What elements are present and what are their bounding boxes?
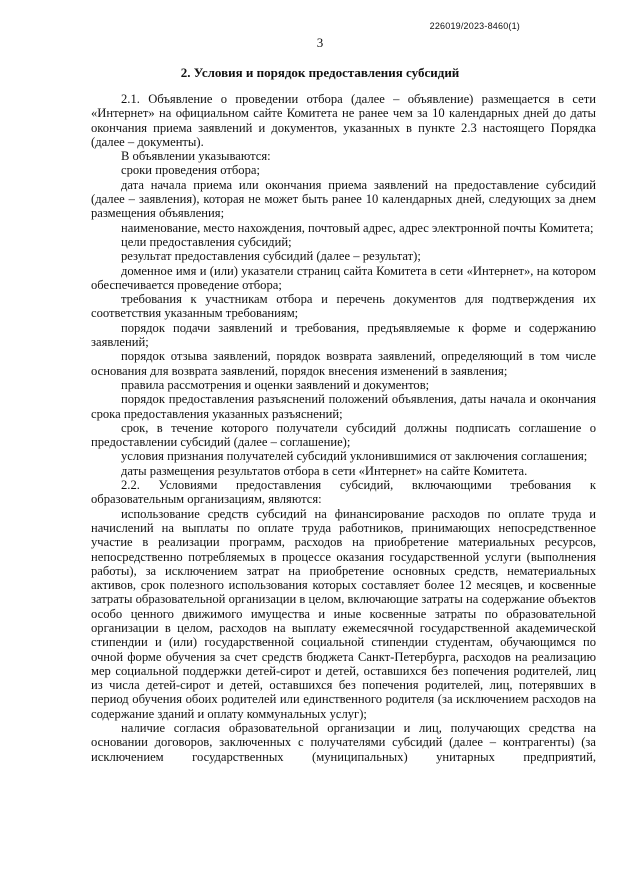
- paragraph-announcement-intro: В объявлении указываются:: [121, 149, 271, 164]
- paragraph-funds-usage: использование средств субсидий на финансирование расходов по оплате труда и начислений на выплаты по оплате труда работников, принимающих непосредственное участие в реализации программ, расходов на приобретение материальных ресурсов, непосредственно потребляемых в процессе оказания государственной услуги (выполнения работы), за исключением затрат на приобретение основных средств, нематериальных активов, срок полезного использования которых составляет более 12 месяцев, и косвенные затраты образовательной организации в целом, включающие затраты на содержание объектов особо ценного движимого имущества и иные косвенные затраты по образовательной организации в целом, расходов на выплату ежемесячной государственной академической стипендии и (или) государственной социальной стипендии студентам, обучающимся по очной форме обучения за счет средств бюджета Санкт-Петербурга, расходов на реализацию мер социальной поддержки детей-сирот и детей, оставшихся без попечения родителей, лиц из числа детей-сирот и детей, оставшихся без попечения родителей, лиц, потерявших в период обучения обоих родителей или единственного родителя (за исключением расходов на содержание зданий и оплату коммунальных услуг);: [91, 506, 596, 721]
- paragraph-results-publication: даты размещения результатов отбора в сети «Интернет» на сайте Комитета.: [121, 463, 528, 478]
- paragraph-evaluation-rules: правила рассмотрения и оценки заявлений и документов;: [121, 377, 430, 392]
- document-body: [91, 92, 596, 764]
- paragraph-withdrawal-procedure: порядок отзыва заявлений, порядок возврата заявлений, определяющий в том числе основания для возврата заявлений, порядок внесения изменений в заявления;: [91, 349, 596, 378]
- paragraph-subsidy-result: результат предоставления субсидий (далее – результат);: [121, 249, 421, 264]
- paragraph-application-procedure: порядок подачи заявлений и требования, предъявляемые к форме и содержанию заявлений;: [91, 320, 596, 350]
- page-number: 3: [316, 35, 324, 50]
- paragraph-2-2: 2.2. Условиями предоставления субсидий, включающими требования к образовательным организациям, являются:: [91, 478, 596, 507]
- paragraph-application-dates: дата начала приема или окончания приема заявлений на предоставление субсидий (далее – заявления), которая не может быть ранее 10 календарных дней, следующих за днем размещения объявления;: [91, 177, 596, 221]
- paragraph-2-1: 2.1. Объявление о проведении отбора (далее – объявление) размещается в сети «Интернет» на официальном сайте Комитета не ранее чем за 10 календарных дней до даты окончания приема заявлений и документов, указанных в пункте 2.3 настоящего Порядка (далее – документы).: [91, 92, 596, 149]
- paragraph-subsidy-goals: цели предоставления субсидий;: [121, 234, 292, 249]
- paragraph-committee-details: наименование, место нахождения, почтовый адрес, адрес электронной почты Комитета;: [121, 220, 594, 235]
- section-heading: 2. Условия и порядок предоставления субсидий: [180, 65, 460, 80]
- paragraph-evasion-conditions: условия признания получателей субсидий уклонившимися от заключения соглашения;: [121, 449, 588, 464]
- paragraph-consent: наличие согласия образовательной организации и лиц, получающих средства на основании договоров, заключенных с получателями субсидий (далее – контрагенты) (за исключением государственных (муниципальных) унитарных предприятий,: [91, 721, 596, 764]
- paragraph-selection-dates: сроки проведения отбора;: [121, 163, 260, 178]
- document-number: 226019/2023-8460(1): [429, 21, 520, 31]
- paragraph-participant-requirements: требования к участникам отбора и перечень документов для подтверждения их соответствия указанным требованиям;: [91, 292, 596, 321]
- paragraph-domain-name: доменное имя и (или) указатели страниц сайта Комитета в сети «Интернет», на котором обеспечивается проведение отбора;: [91, 263, 596, 292]
- paragraph-agreement-term: срок, в течение которого получатели субсидий должны подписать соглашение о предоставлении субсидий (далее – соглашение);: [91, 420, 596, 450]
- paragraph-clarifications: порядок предоставления разъяснений положений объявления, даты начала и окончания срока предоставления указанных разъяснений;: [91, 392, 596, 421]
